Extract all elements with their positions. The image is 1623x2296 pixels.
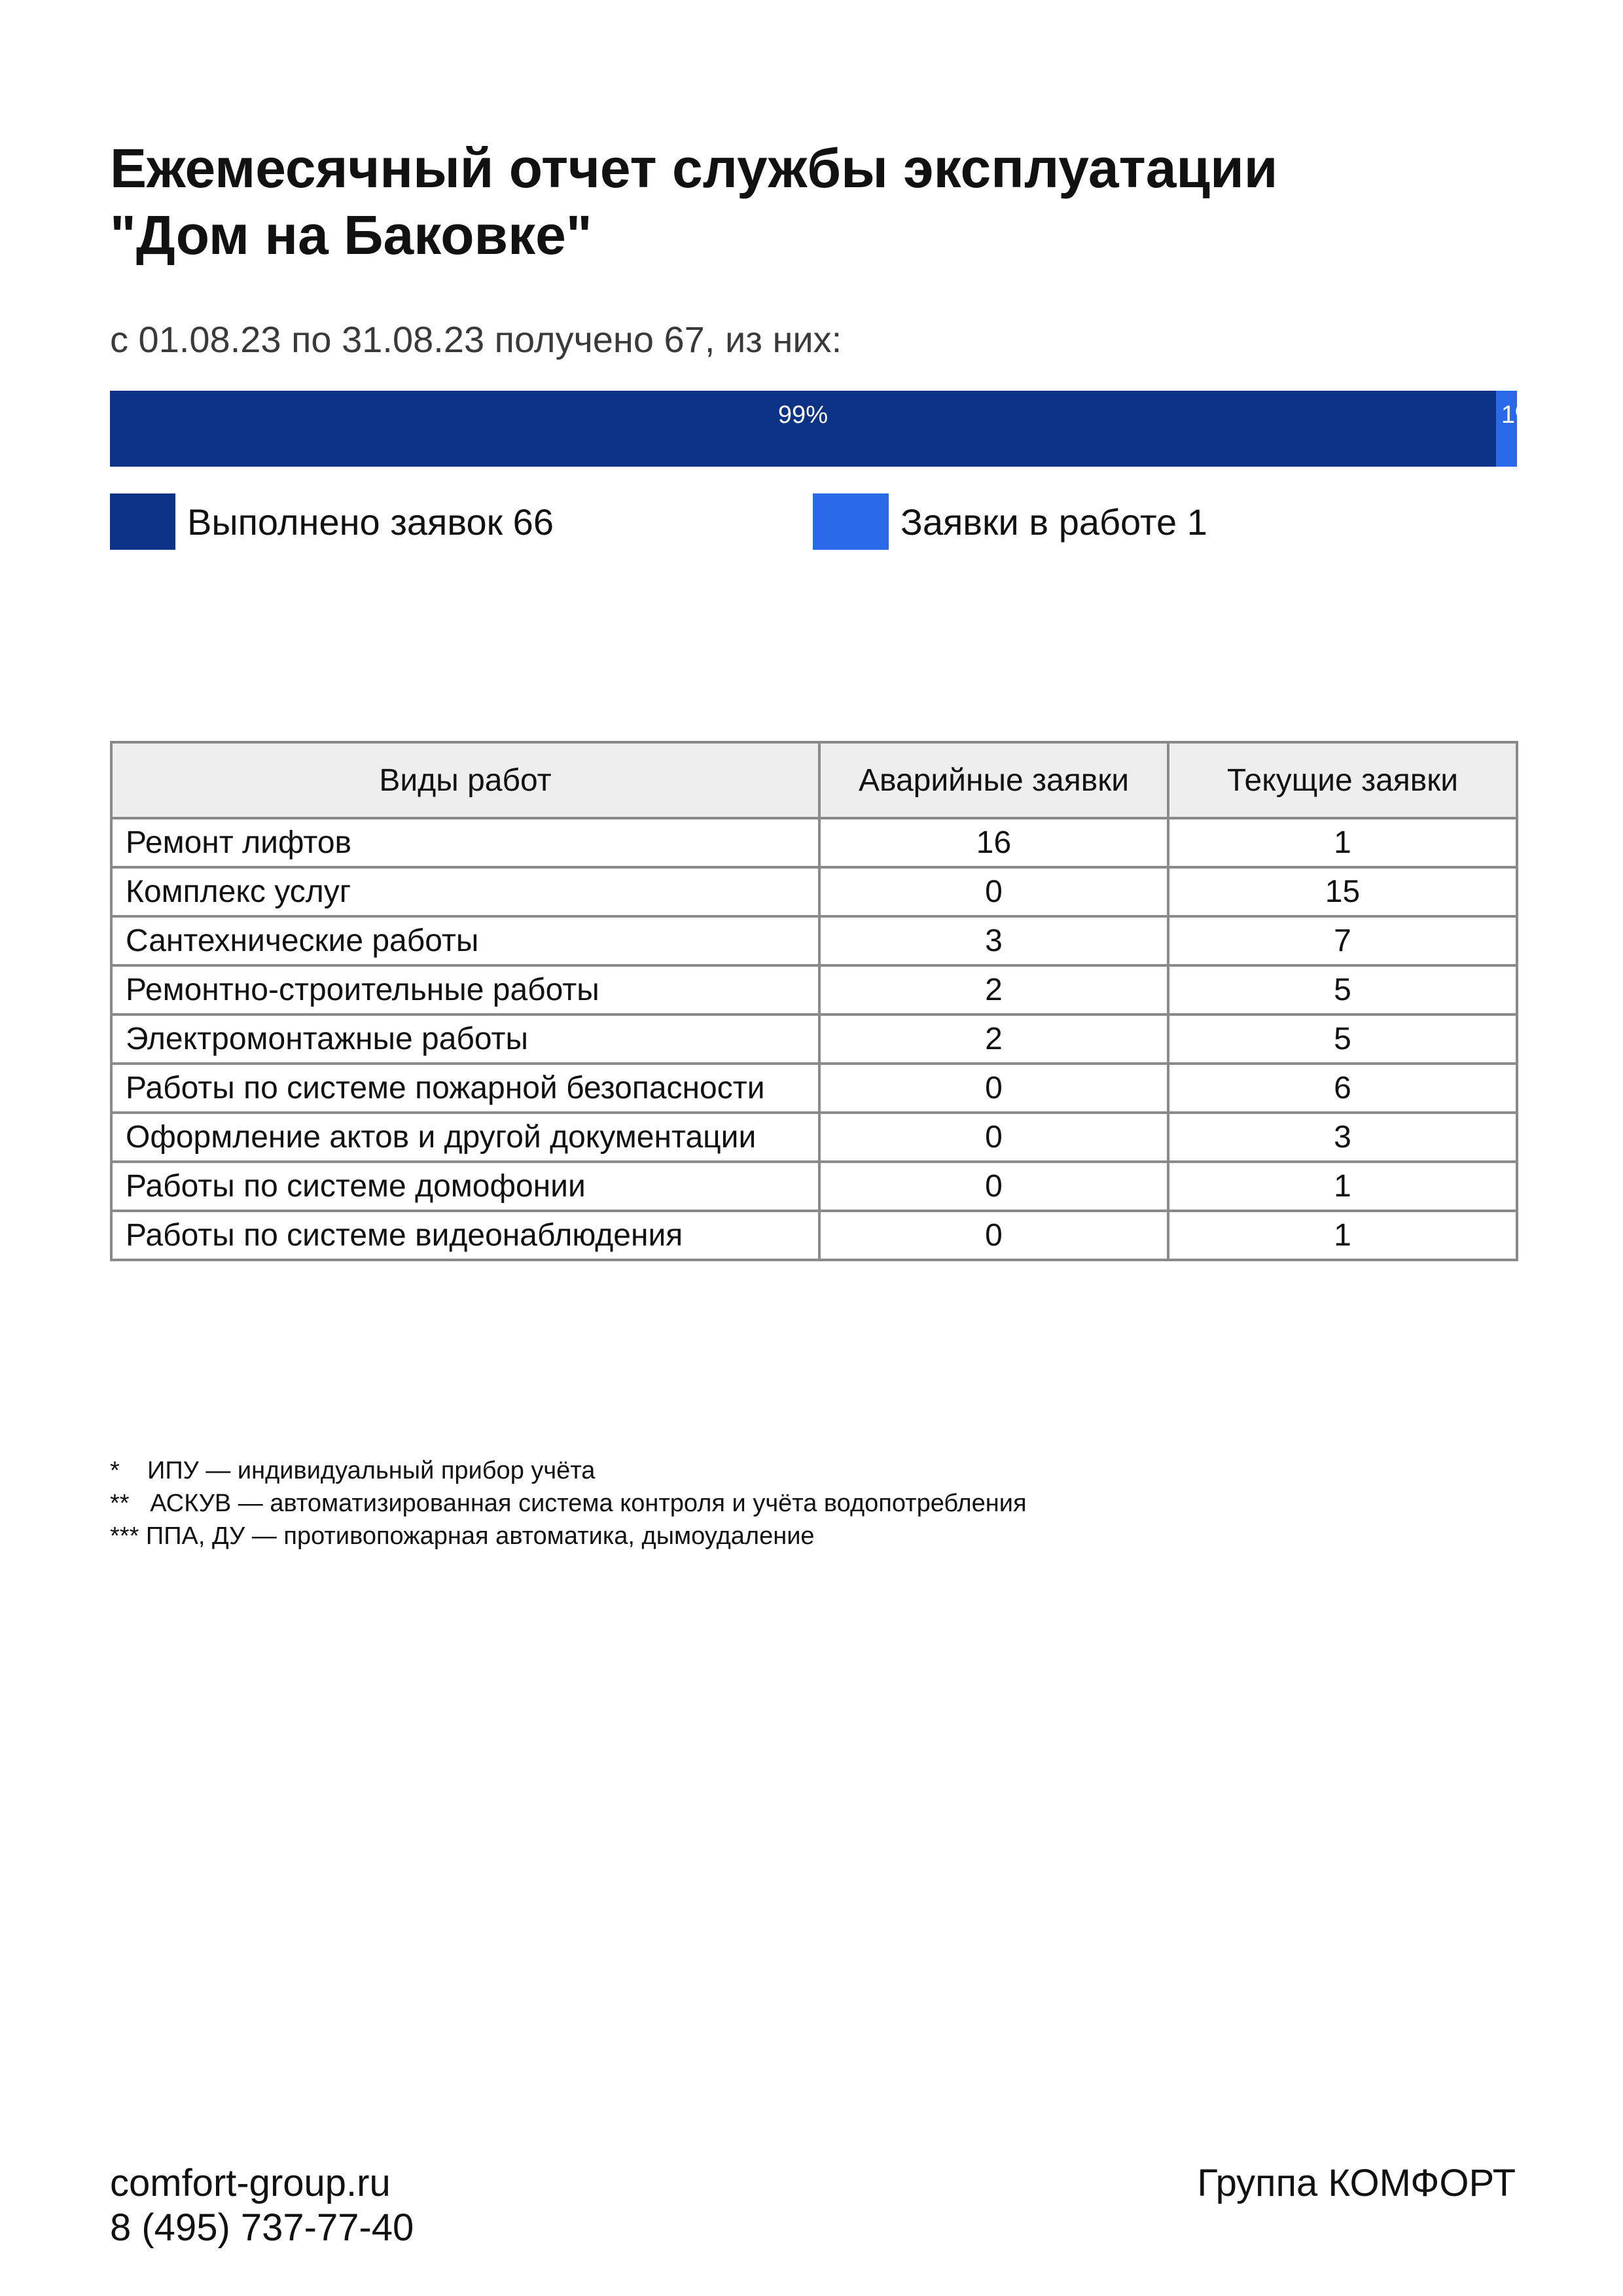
header-current: Текущие заявки (1168, 742, 1517, 818)
emergency-count-cell: 16 (819, 818, 1168, 867)
footnote-askuv: ** АСКУВ — автоматизированная система контроля и учёта водопотребления (110, 1490, 1027, 1517)
emergency-count-cell: 2 (819, 965, 1168, 1014)
legend-in-work-label: Заявки в работе 1 (901, 501, 1207, 543)
legend-done-label: Выполнено заявок 66 (187, 501, 554, 543)
work-type-cell: Оформление актов и другой документации (111, 1113, 819, 1162)
emergency-count-cell: 0 (819, 1064, 1168, 1113)
current-count-cell: 7 (1168, 916, 1517, 965)
period-summary: с 01.08.23 по 31.08.23 получено 67, из них: (110, 319, 842, 360)
legend-in-work-swatch (813, 493, 889, 550)
footnote-ppa: *** ППА, ДУ — противопожарная автоматика, дымоудаление (110, 1522, 815, 1550)
bar-segment-in-work-percent-label: 1% (1501, 401, 1537, 429)
current-count-cell: 5 (1168, 1014, 1517, 1064)
company-name: Группа КОМФОРТ (1197, 2162, 1516, 2204)
work-type-cell: Электромонтажные работы (111, 1014, 819, 1064)
table-row (111, 1014, 1517, 1064)
report-title (110, 135, 1288, 268)
title-line-2: "Дом на Баковке" (110, 204, 592, 266)
legend-done-swatch (110, 493, 175, 550)
emergency-count-cell: 3 (819, 916, 1168, 965)
work-type-cell: Работы по системе домофонии (111, 1162, 819, 1211)
emergency-count-cell: 0 (819, 1162, 1168, 1211)
table-row (111, 867, 1517, 916)
bar-segment-done (110, 391, 1496, 467)
footnote-ipu: * ИПУ — индивидуальный прибор учёта (110, 1457, 596, 1484)
emergency-count-cell: 2 (819, 1014, 1168, 1064)
work-type-cell: Комплекс услуг (111, 867, 819, 916)
work-types-table (110, 741, 1518, 1261)
work-type-cell: Ремонтно-строительные работы (111, 965, 819, 1014)
table-row (111, 1211, 1517, 1260)
table-header-row (111, 742, 1517, 818)
header-emergency: Аварийные заявки (819, 742, 1168, 818)
requests-stacked-bar (110, 391, 1537, 467)
title-line-1: Ежемесячный отчет службы эксплуатации (110, 137, 1278, 199)
work-type-cell: Ремонт лифтов (111, 818, 819, 867)
table-row (111, 1162, 1517, 1211)
legend-done (110, 493, 554, 550)
phone-number: 8 (495) 737-77-40 (110, 2206, 414, 2249)
header-work-type: Виды работ (111, 742, 819, 818)
website-link[interactable]: comfort-group.ru (110, 2162, 391, 2204)
current-count-cell: 6 (1168, 1064, 1517, 1113)
legend-in-work (813, 493, 1207, 550)
table-row (111, 916, 1517, 965)
table-row (111, 965, 1517, 1014)
current-count-cell: 1 (1168, 818, 1517, 867)
footnotes (110, 1454, 1027, 1552)
current-count-cell: 1 (1168, 1162, 1517, 1211)
bar-segment-in-work (1496, 391, 1537, 467)
current-count-cell: 3 (1168, 1113, 1517, 1162)
work-type-cell: Работы по системе пожарной безопасности (111, 1064, 819, 1113)
table-row (111, 1113, 1517, 1162)
current-count-cell: 15 (1168, 867, 1517, 916)
work-type-cell: Сантехнические работы (111, 916, 819, 965)
emergency-count-cell: 0 (819, 1113, 1168, 1162)
current-count-cell: 1 (1168, 1211, 1517, 1260)
current-count-cell: 5 (1168, 965, 1517, 1014)
emergency-count-cell: 0 (819, 1211, 1168, 1260)
footer-contacts (110, 2161, 414, 2250)
bar-segment-done-percent-label: 99% (777, 401, 828, 429)
table-row (111, 1064, 1517, 1113)
emergency-count-cell: 0 (819, 867, 1168, 916)
table-row (111, 818, 1517, 867)
work-type-cell: Работы по системе видеонаблюдения (111, 1211, 819, 1260)
